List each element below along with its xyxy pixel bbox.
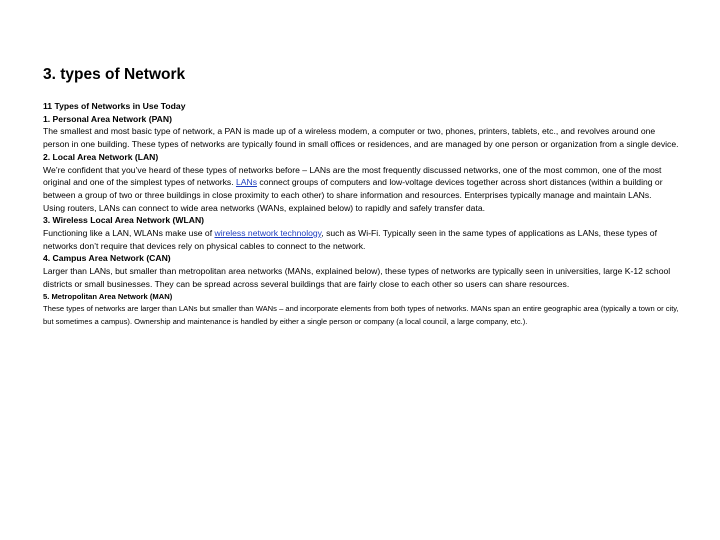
section-text-lan xyxy=(43,164,679,202)
lans-link[interactable]: LANs xyxy=(236,177,258,188)
section-heading-can: 4. Campus Area Network (CAN) xyxy=(43,253,171,264)
section-heading-pan: 1. Personal Area Network (PAN) xyxy=(43,113,172,124)
intro-heading: 11 Types of Networks in Use Today xyxy=(43,101,186,111)
section-text-man: These types of networks are larger than LANs but smaller than WANs – and incorporate elements from both types of networks. MANs span an entire geographic area (typically a town or city, but sometimes a campus). Ownership and maintenance is handled by either a single person or company (a local council, a large company, etc.). xyxy=(43,304,679,326)
section-heading-wlan: 3. Wireless Local Area Network (WLAN) xyxy=(43,215,205,226)
section-text-lan-routers: Using routers, LANs can connect to wide area networks (WANs, explained below) to rapidly and safely transfer data. xyxy=(43,202,485,213)
lan-text-start: We’re confident that you’ve heard of these types of networks before – LANs are the most frequently discussed networks, one of the most common, one of the most original and one of the simplest types of networks. xyxy=(43,164,662,188)
section-heading-lan: 2. Local Area Network (LAN) xyxy=(43,151,159,162)
section-heading-man: 5. Metropolitan Area Network (MAN) xyxy=(43,291,173,301)
lan-text-end: connect groups of computers and low-voltage devices together across short distances (within a building or between a group of two or three buildings in close proximity to each other) to share information and resources. Enterprises typically manage and maintain LANs. xyxy=(43,177,663,200)
section-text-pan: The smallest and most basic type of network, a PAN is made up of a wireless modem, a computer or two, phones, printers, tablets, etc., and revolves around one person in one building. These types of networks are typically found in small offices or residences, and are managed by one person or organization from a single device. xyxy=(43,126,679,150)
section-text-wlan xyxy=(43,227,679,252)
page-title: 3. types of Network xyxy=(43,66,186,83)
content-body xyxy=(43,100,679,328)
wireless-network-technology-link[interactable]: wireless network technology xyxy=(214,228,322,239)
wlan-text-end: , such as Wi-Fi. Typically seen in the same types of applications as LANs, these types of networks don’t require that devices rely on physical cables to connect to the network. xyxy=(43,228,657,251)
section-text-can: Larger than LANs, but smaller than metropolitan area networks (MANs, explained below), these types of networks are typically seen in universities, large K-12 school districts or small businesses. They can be spread across several buildings that are fairly close to each other so users can share resources. xyxy=(43,266,671,289)
wlan-text-start: Functioning like a LAN, WLANs make use of xyxy=(43,228,215,239)
